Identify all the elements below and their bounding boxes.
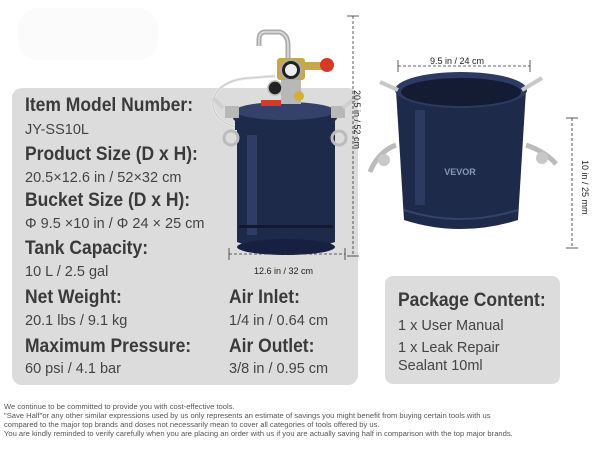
bucket-size-value: Φ 9.5 ×10 in / Φ 24 × 25 cm	[25, 216, 205, 232]
bucket-height-label: 10 in / 25 mm	[580, 160, 590, 215]
tank-capacity-label: Tank Capacity:	[25, 238, 149, 259]
air-inlet-label: Air Inlet:	[229, 287, 300, 308]
tank-height-label: 20.5 in / 52 cm	[352, 90, 362, 150]
bucket-size-label: Bucket Size (D x H):	[25, 190, 191, 211]
net-weight-label: Net Weight:	[25, 287, 122, 308]
disclaimer-line-4: You are kindly reminded to verify carefully when you are placing an order with us if you are actually saving half in comparison with the top major brands.	[4, 429, 513, 438]
item-model-label: Item Model Number:	[25, 95, 194, 116]
disclaimer-line-3: compared to the major top brands and doses not necessarily mean to cover all categories of tools offered by us.	[4, 420, 380, 429]
package-content-panel	[385, 276, 560, 384]
tank-width-label: 12.6 in / 32 cm	[254, 266, 314, 276]
disclaimer-line-2: "Save Half"or any other similar expressions used by us only represents an estimate of savings you might benefit from buying certain tools with us	[4, 411, 491, 420]
package-item-manual: 1 x User Manual	[398, 318, 504, 334]
tank-capacity-value: 10 L / 2.5 gal	[25, 264, 109, 280]
disclaimer-line-1: We continue to be committed to provide you with cost-effective tools.	[4, 402, 235, 411]
bucket-brand-text: VEVOR	[444, 167, 476, 177]
air-outlet-value: 3/8 in / 0.95 cm	[229, 361, 329, 377]
package-item-sealant-size: Sealant 10ml	[398, 358, 483, 374]
item-model-value: JY-SS10L	[25, 122, 89, 138]
air-outlet-label: Air Outlet:	[229, 336, 315, 357]
tank-dimension-lines	[225, 12, 365, 272]
bucket-diameter-label: 9.5 in / 24 cm	[430, 56, 485, 66]
net-weight-value: 20.1 lbs / 9.1 kg	[25, 313, 128, 329]
background-shape	[18, 8, 158, 60]
package-item-sealant: 1 x Leak Repair	[398, 340, 500, 356]
max-pressure-label: Maximum Pressure:	[25, 336, 192, 357]
bucket-dimension-lines	[390, 60, 590, 260]
product-size-label: Product Size (D x H):	[25, 144, 198, 165]
max-pressure-value: 60 psi / 4.1 bar	[25, 361, 121, 377]
package-content-title: Package Content:	[398, 290, 546, 311]
air-inlet-value: 1/4 in / 0.64 cm	[229, 313, 329, 329]
product-size-value: 20.5×12.6 in / 52×32 cm	[25, 170, 182, 186]
